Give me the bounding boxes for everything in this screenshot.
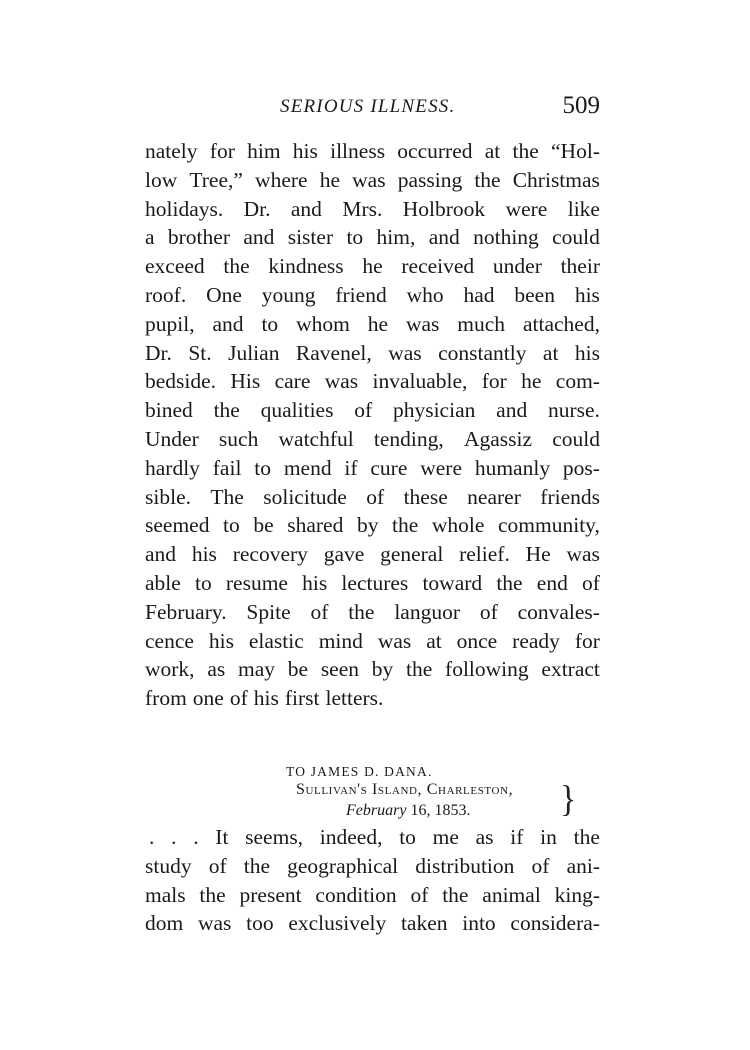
word: was [405,311,440,336]
word: his [191,542,217,567]
word: by [371,657,394,682]
word: pupil, [145,311,195,336]
word: distribution [415,853,515,878]
word: nurse. [547,398,600,423]
word: was [352,167,386,192]
word: the [406,657,433,682]
page-header [145,92,600,126]
word: . [193,825,199,849]
word: whole [431,513,485,538]
word: of [479,599,498,624]
word: friends [540,484,600,509]
word: community, [498,513,600,538]
word: to [223,513,240,538]
word: nately [145,139,198,163]
text-line [145,310,600,339]
word: bined [145,398,193,423]
word: if [510,825,524,849]
word: at [484,139,501,163]
running-head: SERIOUS ILLNESS. [280,96,456,117]
word: one [192,686,224,711]
word: seen [320,657,360,682]
word: recovery [232,542,308,567]
word: were [505,196,548,221]
word: the [496,570,523,595]
word: too [246,911,274,936]
word: received [401,254,475,279]
word: “Hol- [551,139,600,163]
word: physician [392,398,476,423]
text-line [145,137,600,166]
word: relief. [459,542,510,567]
word: taken [400,911,448,936]
word: present [239,882,302,907]
word: animal [482,882,541,907]
word: extract [541,657,600,682]
word: and [145,542,177,567]
text-line [145,684,600,713]
word: able [145,570,181,595]
word: to [346,225,364,250]
word: and [496,398,528,423]
word: roof. [145,282,187,307]
word: his [292,139,318,163]
word: was [197,911,232,936]
word: cence [145,628,194,653]
text-line [145,281,600,310]
word: at [426,628,442,653]
word: me [432,825,459,849]
text-line [145,852,600,881]
word: mind [318,628,363,653]
word: nothing [473,225,539,250]
word: passing [397,167,463,192]
word: Dr. [145,340,172,365]
word: seems, [245,825,304,849]
word: to [399,825,416,849]
word: was [566,542,600,567]
word: king- [554,882,600,907]
word: kindness [268,254,344,279]
word: shared [287,513,344,538]
word: may [237,657,276,682]
word: watchful [278,426,354,451]
word: the [474,167,501,192]
word: of [229,686,248,711]
word: dom [145,911,184,936]
word: occurred [397,139,473,163]
word: sible. [145,484,191,509]
word: . [149,825,155,849]
word: be [253,513,274,538]
letter-date [346,802,470,820]
word: tending, [373,426,444,451]
word: and [243,225,275,250]
word: cure [370,455,408,480]
word: the [213,398,240,423]
letter-excerpt [145,823,600,938]
word: the [573,825,600,849]
word: solicitude [263,484,347,509]
word: Christmas [512,167,600,192]
word: He [525,542,551,567]
word: elastic [248,628,304,653]
word: he [367,311,389,336]
word: as [475,825,494,849]
word: illness [330,139,386,163]
word: much [457,311,506,336]
word: geographical [287,853,399,878]
text-line [145,396,600,425]
text-line [145,223,600,252]
word: Ravenel, [295,340,372,365]
text-line [145,823,600,852]
word: The [210,484,244,509]
word: their [560,254,600,279]
word: seemed [145,513,210,538]
word: hardly [145,455,200,480]
word: constantly [438,340,527,365]
word: of [310,599,329,624]
word: Mrs. [342,196,383,221]
word: toward [422,570,483,595]
word: by [356,513,379,538]
letter-place: Sullivan's Island, Charleston, [296,781,514,798]
text-line [145,339,600,368]
word: the [243,853,271,878]
word: One [206,282,242,307]
word: for [574,628,600,653]
word: Agassiz [463,426,533,451]
word: sister [287,225,334,250]
text-line [145,909,600,938]
word: his [574,282,600,307]
word: exceed [145,254,205,279]
word: indeed, [319,825,383,849]
text-line [145,511,600,540]
word: the [392,513,419,538]
word: fail [212,455,242,480]
word: com- [555,369,600,394]
word: the [348,599,375,624]
word: and [428,225,460,250]
text-line [145,483,600,512]
word: whom [296,311,350,336]
letter-dateline [296,781,596,821]
word: was [324,369,359,394]
word: Holbrook [402,196,486,221]
word: convales- [517,599,600,624]
word: ready [512,628,560,653]
word: His [230,369,261,394]
word: holidays. [145,196,224,221]
word: lectures [341,570,409,595]
word: from [145,686,187,711]
word: brother [167,225,230,250]
text-line [145,540,600,569]
word: a [145,225,155,250]
word: work, [145,657,195,682]
word: pos- [562,455,600,480]
word: Under [145,426,199,451]
word: of [531,853,550,878]
word: he [362,254,383,279]
word: general [380,542,444,567]
word: his [574,340,600,365]
page-number: 509 [562,92,600,119]
word: letters. [325,686,384,711]
text-line [145,881,600,910]
word: like [567,196,600,221]
text-line [145,166,600,195]
word: of [208,853,227,878]
word: St. [188,340,212,365]
word: to [261,311,279,336]
text-line [145,367,600,396]
word: . [171,825,177,849]
word: ani- [566,853,600,878]
word: him, [376,225,416,250]
word: if [344,455,358,480]
word: his [208,628,234,653]
word: once [456,628,498,653]
word: had [463,282,495,307]
word: into [462,911,496,936]
word: his [302,570,328,595]
word: the [442,882,469,907]
word: for [209,139,235,163]
word: Julian [228,340,280,365]
word: bedside. [145,369,217,394]
word: of [582,570,600,595]
letter-date-month: February [346,802,407,819]
word: the [223,254,250,279]
word: him [247,139,281,163]
word: of [354,398,373,423]
word: It [215,825,229,849]
word: Tree,” [189,167,243,192]
word: and [212,311,244,336]
word: who [406,282,444,307]
text-line [145,598,600,627]
letter-addressee: TO JAMES D. DANA. [286,764,433,779]
word: friend [335,282,387,307]
text-line [145,655,600,684]
word: qualities [260,398,334,423]
text-line [145,569,600,598]
word: in [540,825,557,849]
word: February. [145,599,227,624]
brace-mark: } [560,779,577,820]
word: study [145,853,192,878]
word: of [366,484,385,509]
word: and [290,196,322,221]
word: first [284,686,320,711]
word: attached, [522,311,600,336]
word: young [261,282,316,307]
word: were [420,455,462,480]
word: mend [283,455,332,480]
word: humanly [474,455,551,480]
word: such [218,426,259,451]
word: exclusively [288,911,387,936]
text-line [145,627,600,656]
word: considera- [510,911,600,936]
word: his [253,686,279,711]
word: languor [394,599,460,624]
body-paragraph [145,137,600,713]
text-line [145,425,600,454]
word: where [255,167,308,192]
word: resume [225,570,288,595]
letter-date-rest: 16, 1853. [406,802,471,819]
word: low [145,167,178,192]
word: was [388,340,422,365]
word: invaluable, [372,369,468,394]
word: Dr. [243,196,271,221]
word: nearer [467,484,521,509]
word: the [512,139,539,163]
word: condition [315,882,397,907]
word: he [521,369,542,394]
word: these [403,484,448,509]
word: at [542,340,559,365]
word: end [536,570,568,595]
text-line [145,252,600,281]
word: was [377,628,412,653]
word: as [207,657,226,682]
word: Spite [246,599,291,624]
word: care [274,369,311,394]
word: following [445,657,529,682]
word: for [481,369,507,394]
word: to [254,455,271,480]
word: under [492,254,542,279]
word: could [552,225,600,250]
text-line [145,195,600,224]
word: to [194,570,212,595]
word: the [199,882,226,907]
word: of [410,882,429,907]
word: be [287,657,309,682]
word: been [514,282,555,307]
word: mals [145,882,186,907]
word: could [552,426,600,451]
word: he [319,167,340,192]
text-line [145,454,600,483]
word: gave [323,542,365,567]
